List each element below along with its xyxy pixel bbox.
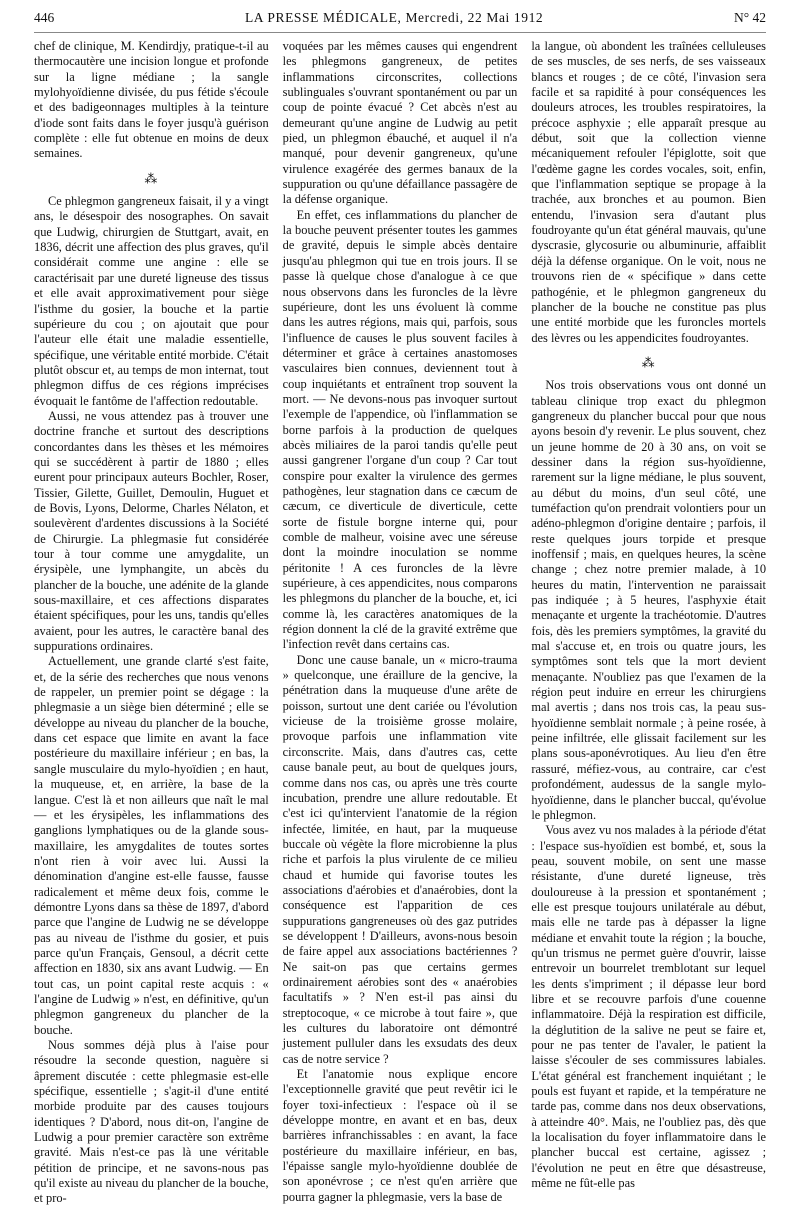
section-separator: ⁂ [144,170,159,186]
paragraph: Vous avez vu nos malades à la période d'état : l'espace sus-hyoïdien est bombé, et, sous la peau, souvent mobile, on sent une masse résistante, d'une dureté ligneuse, très douloureuse à la pression et spontanément ; elle est presque toujours unilatérale au début, mais elle ne tarde pas à dépasser la ligne médiane et envahit toute la région ; la bouche, qu'un trismus ne permet guère d'ouvrir, laisse entrevoir un bourrelet tremblotant sur lequel les dents s'impriment ; il dépasse leur bord libre et se recouvre parfois d'une couenne inflammatoire. Déjà la respiration est difficile, la déglutition de la salive ne peut se faire et, pour ne pas tenter de l'avaler, le patient la laisse s'écouler de ses commissures labiales. L'état général est franchement inquiétant ; le pouls est fuyant et rapide, et la température ne tarde pas, comme dans nos deux observations, à atteindre 40°. Mais, ne l'oubliez pas, dès que la localisation du foyer inflammatoire dans le plancher buccal est certaine, agissez ; l'évolution ne peut en être que désastreuse, même ne fût-elle pas [531,823,767,1191]
running-header [34,10,766,33]
issue-number: N° 42 [733,10,766,25]
paragraph: Nous sommes déjà plus à l'aise pour résoudre la seconde question, naguère si âprement discutée : cette phlegmasie est-elle spécifique, essentielle ; s'agit-il d'une entité morbide produite par des causes toujours identiques ? D'abord, nous dit-on, l'angine de Ludwig a pour premier caractère son extrême gravité. Mais n'est-ce pas là une véritable pétition de principe, et ne savons-nous pas qu'il existe au niveau du plancher de la bouche, et pro- [34,1038,269,1206]
journal-title: LA PRESSE MÉDICALE, Mercredi, 22 Mai 1912 [244,10,544,25]
page-number: 446 [34,10,55,25]
paragraph: Ce phlegmon gangreneux faisait, il y a vingt ans, le désespoir des nosographes. On savait que Ludwig, chirurgien de Stuttgart, avait, en 1836, décrit une affection des plus graves, qu'il considérait comme une angine : elle se caractérisait par une dureté ligneuse des tissus et elle avait approximativement pour siège l'isthme du gosier, la bouche et la partie supérieure du cou ; on ajoutait que pour l'auteur elle était une maladie essentielle, spécifique, une véritable entité morbide. C'était plutôt obscur et, au temps de mon internat, tout phlegmon diffus de ces régions imprécises évoquait le fantôme de l'affection redoutable. [34,194,269,408]
paragraph: chef de clinique, M. Kendirdjy, pratique-t-il au thermocautère une incision longue et profonde sur la ligne médiane ; la sangle mylohyoïdienne divisée, du pus fétide s'écoule et des badigeonnages multiples à la teinture d'iode sont faits dans le foyer jusqu'à guérison complète : elle fut obtenue en moins de deux semaines. [34,39,269,161]
paragraph: Et l'anatomie nous explique encore l'exceptionnelle gravité que peut revêtir ici le foyer toxi-infectieux : l'espace où il se développe montre, en avant et en bas, deux barrières infranchissables : en avant, la face postérieure du maxillaire inférieur, en bas, l'épaisse sangle mylo-hyoïdienne doublée de son aponévrose ; ce n'est qu'en arrière que pourra gagner la phlegmasie, vers la base de [282,1067,518,1204]
paragraph: Donc une cause banale, un « micro-trauma » quelconque, une éraillure de la gencive, la pénétration dans la muqueuse d'une arête de poisson, surtout une dent cariée ou l'évolution vicieuse de la troisième grosse molaire, provoque parfois une inflammation vite circonscrite. Mais, dans d'autres cas, cette cause banale peut, au bout de quelques jours, comme dans nos cas, ou après une très courte incubation, prendre une allure redoutable. Et c'est ici qu'intervient l'anatomie de la région infectée, limitée, en haut, par la muqueuse buccale où végète la flore microbienne la plus riche et parfois la plus virulente de ce milieu chaud et humide qui favorise toutes les associations d'aérobies et d'anaérobies, dont la conséquence est l'apparition de ces suppurations gangreneuses où des gaz putrides se développent ! D'ailleurs, avons-nous besoin de faire appel aux associations bactériennes ? Ne sait-on pas que certains germes ordinairement aérobies sont des « anaérobies facultatifs » ? N'en est-il pas ainsi du streptocoque, « ce microbe à tout faire », que les cultures du laboratoire ont démontré justement pulluler dans les exsudats des deux cas de notre service ? [282,652,518,1066]
paragraph: En effet, ces inflammations du plancher de la bouche peuvent présenter toutes les gammes de gravité, depuis le simple abcès dentaire jusqu'au phlegmon qui tue en trois jours. Il se passe là quelque chose d'analogue à ce que nous observons dans les furoncles de la lèvre supérieure, dont les uns évoluent là comme dans les autres régions, mais qui, parfois, sous l'influence de causes le plus souvent faciles à déterminer et grâce à certaines anastomoses vasculaires bien connues, deviennent tout à coup inquiétants et entraînent trop souvent la mort. — Ne devons-nous pas invoquer surtout l'exemple de l'appendice, où l'inflammation se borne parfois à la production de quelques abcès miliaires de la paroi tandis qu'elle peut aussi gangrener l'organe d'un coup ? Car tout conspire pour exalter la virulence des germes pathogènes, leur stagnation dans ce cæcum de cæcum, ce diverticule de diverticule, cette sorte de fistule borgne interne qui, pour comble de malheur, voisine avec une séreuse dont la moindre inoculation se nomme péritonite ! A ces furoncles de la lèvre supérieure, à ces appendicites, nous comparons les phlegmons du plancher de la bouche, et, ici comme là, les caractères anatomiques de la région donnent la clé de la gravité extrême que l'infection revêt dans certains cas. [282,207,518,652]
paragraph: voquées par les mêmes causes qui engendrent les phlegmons gangreneux, de petites inflammations circonscrites, collections sublinguales s'ouvrant spontanément ou par un coup de pointe évacué ? Cet abcès n'est au demeurant qu'une angine de Ludwig au petit pied, un phlegmon ébauché, et auquel il n'a manqué, pour devenir gangreneux, qu'une virulence exagérée des germes banaux de la suppuration ou qu'une défaillance passagère de la défense organique. [282,39,518,207]
column-left [34,39,269,1206]
paragraph: la langue, où abondent les traînées celluleuses de ses muscles, de ses nerfs, de ses vaisseaux blancs et rouges ; de ce côté, l'invasion sera facile et sa rapidité à pour conséquences les douleurs atroces, les troubles respiratoires, la précoce asphyxie ; elle apparaît presque au début, soit que la collection vienne mécaniquement refouler l'épiglotte, soit que l'œdème gagne les cordes vocales, soit, enfin, que l'inflammation septique se propage à la trachée, aux bronches et au poumon. Bien entendu, l'invasion sera d'autant plus foudroyante qu'un état général mauvais, qu'une dyscrasie, glycosurie ou albuminurie, affaiblit déjà la défense organique. On le voit, nous ne trouvons rien de « spécifique » dans cette pathogénie, et le phlegmon gangreneux du plancher de la bouche ne constitue pas plus une entité morbide que les furoncles mortels des lèvres ou les appendicites foudroyantes. [531,39,767,345]
paragraph: Nos trois observations vous ont donné un tableau clinique trop exact du phlegmon gangreneux du plancher buccal pour que nous ayons besoin d'y revenir. Le plus souvent, chez un jeune homme de 20 à 30 ans, on voit se dessiner dans la région sus-hyoïdienne, rarement sur la ligne médiane, le plus souvent, au début du moins, d'un seul côté, une tuméfaction qu'on prendrait volontiers pour un adéno-phlegmon d'origine dentaire ; parfois, il reste quelques jours torpide et presque inoffensif ; mais, en quelques heures, la scène change ; chez notre premier malade, à 10 heures du matin, l'intervention ne paraissait pas indiquée ; à 5 heures, l'asphyxie était menaçante et urgente la trachéotomie. D'autres fois, dès les premiers symptômes, la gravité du mal s'accuse et, en trois ou quatre jours, les symptômes sont tels que la mort devient menaçante. N'oubliez pas que l'examen de la région peut induire en erreur les chirurgiens mal avertis ; dans nos trois cas, la peau sus-hyoïdienne semblait normale ; à peine rosée, à peine infiltrée, elle glissait facilement sur les plans sous-aponévrotiques. Au lieu d'en être rassuré, méfiez-vous, au contraire, car c'est profondément, audessus de la sangle mylo-hyoïdienne, dans le plancher buccal, qu'évolue le phlegmon. [531,378,767,822]
text-columns [34,39,767,1206]
section-separator: ⁂ [641,354,656,370]
column-right [531,39,767,1191]
column-middle [282,39,518,1204]
paragraph: Aussi, ne vous attendez pas à trouver une doctrine franche et surtout des descriptions concordantes dans les thèses et les mémoires qui se succédèrent à partir de 1880 ; elles eurent pour principaux auteurs Bochler, Roser, Tissier, Gilette, Guillet, Demoulin, Huguet et de Bovis, Lyons, Delorme, Charles Nélaton, et soulevèrent d'ardentes discussions à la Société de Chirurgie. La phlegmasie fut considérée tour à tour comme une amygdalite, un érysipèle, une lymphangite, un abcès du plancher de la bouche, une adénite de la glande sous-maxillaire, et ces affections disparates étaient spécifiques, pour les uns, tandis qu'elles avaient, pour les autres, le caractère banal des suppurations ordinaires. [34,408,269,654]
paragraph: Actuellement, une grande clarté s'est faite, et, de la série des recherches que nous venons de rappeler, un premier point se dégage : la phlegmasie a un siège bien déterminé ; elle se développe au niveau du plancher de la bouche, dans cet espace que limite en avant la face postérieure du maxillaire inférieur ; en bas, la sangle musculaire du mylo-hyoïdien ; en haut, la muqueuse, et, en arrière, la base de la langue. C'est là et non ailleurs que naît le mal — et les érysipèles, les inflammations des ganglions lymphatiques ou de la glande sous-maxillaire, les amygdalites de toutes sortes n'ont rien à voir avec lui. Aussi la dénomination d'angine est-elle fausse, fausse radicalement et même deux fois, comme le démontre Lyons dans sa thèse de 1897, d'abord parce que l'angine de Ludwig ne se développe pas au niveau de l'isthme du gosier, et puis parce qu'un Français, Gensoul, a décrit cette affection en 1830, six ans avant Ludwig. — En tout cas, un point capital reste acquis : « l'angine de Ludwig » n'est, en définitive, qu'un phlegmon gangreneux du plancher de la bouche. [34,654,269,1037]
